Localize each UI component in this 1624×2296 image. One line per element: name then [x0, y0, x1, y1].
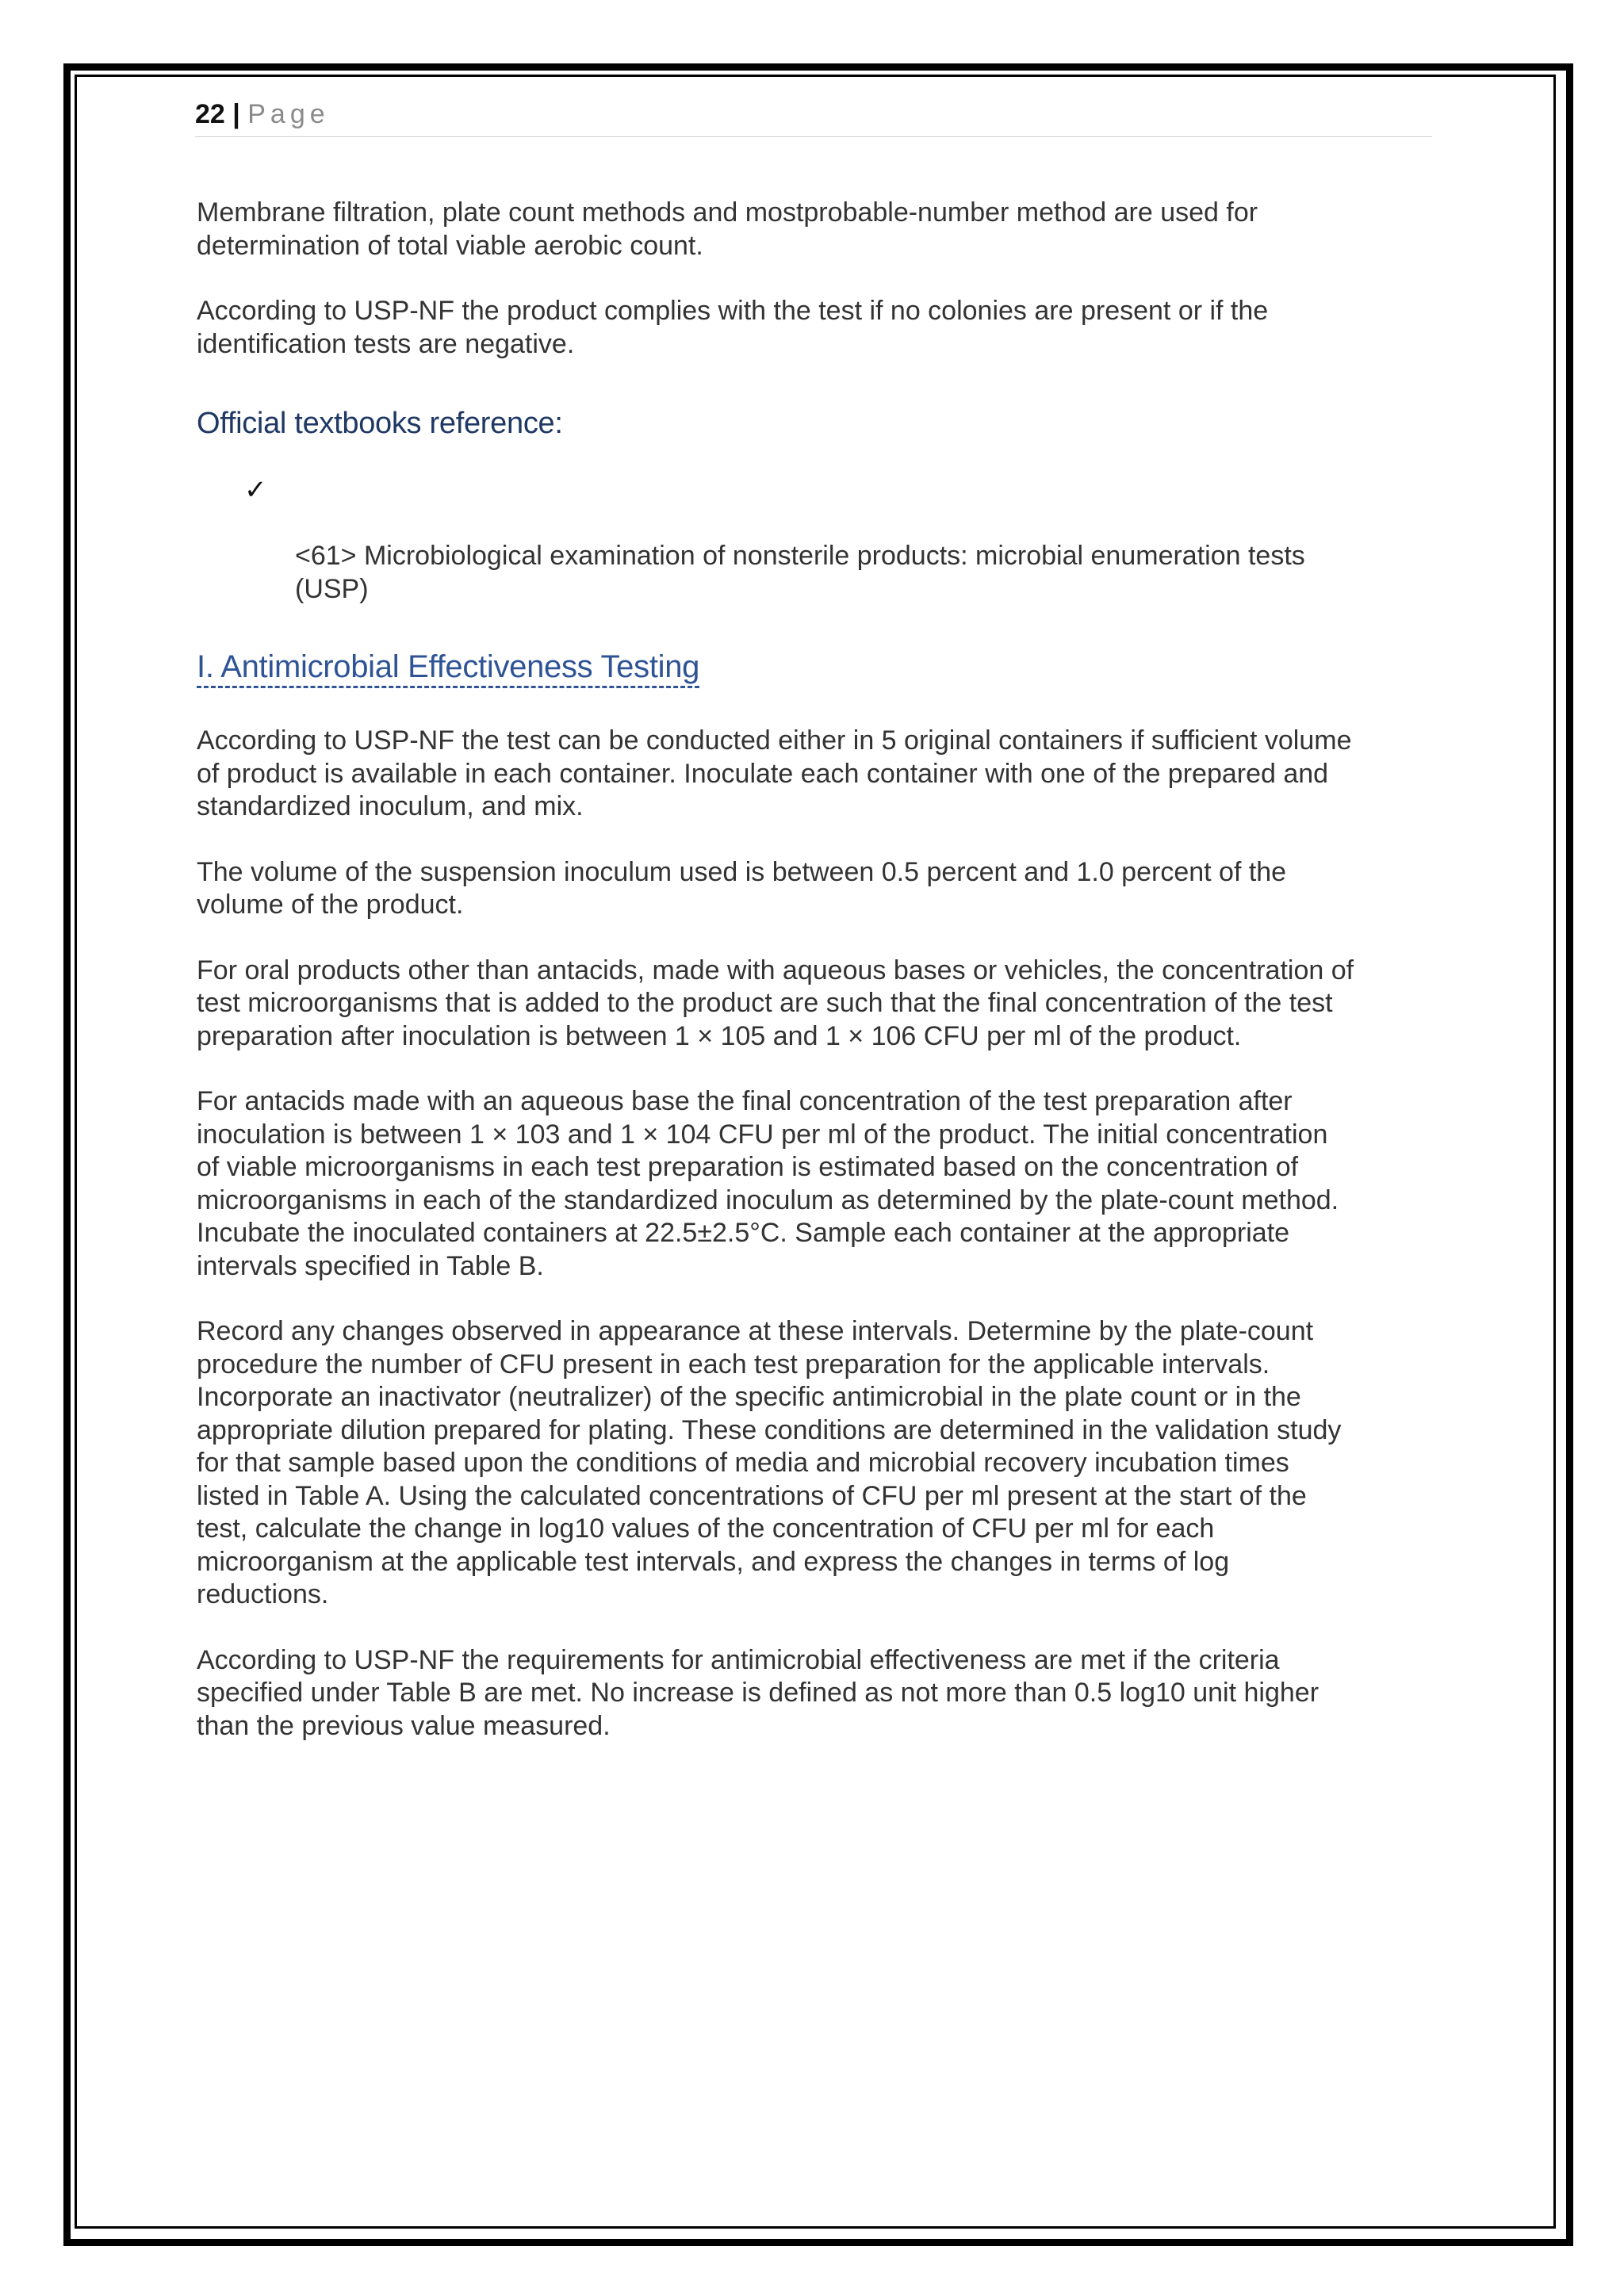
reference-list-item	[197, 474, 1434, 606]
reference-item-text: <61> Microbiological examination of nonsterile products: microbial enumeration tests (USP)	[295, 541, 1305, 604]
section-paragraph-requirements: According to USP-NF the requirements for antimicrobial effectiveness are met if the criteria specified under Table B are met. No increase is defined as not more than 0.5 log10 unit higher than the previous value measured.	[197, 1644, 1320, 1741]
reference-heading: Official textbooks reference:	[197, 407, 563, 440]
page-label: Page	[247, 99, 330, 129]
checkmark-icon: ✓	[244, 475, 267, 505]
section-paragraph-volume: The volume of the suspension inoculum used is between 0.5 percent and 1.0 percent of the volume of the product.	[197, 856, 1287, 920]
page-content	[197, 197, 1434, 1775]
section-heading	[197, 647, 1434, 687]
header-separator: |	[232, 99, 240, 129]
section-paragraph-containers: According to USP-NF the test can be conducted either in 5 original containers if sufficient volume of product is available in each container. Inoculate each container with one of the prepared and standardized inoculum, and mix.	[197, 725, 1352, 821]
intro-paragraph-compliance: According to USP-NF the product complies with the test if no colonies are present or if the identification tests are negative.	[197, 296, 1269, 359]
section-paragraph-record-changes: Record any changes observed in appearance at these intervals. Determine by the plate-count procedure the number of CFU present in each test preparation for the applicable intervals. Incorporate an inactivator (neutralizer) of the specific antimicrobial in the plate count or in the appropriate dilution prepared for plating. These conditions are determined in the validation study for that sample based upon the conditions of media and microbial recovery incubation times listed in Table A. Using the calculated concentrations of CFU per ml present at the start of the test, calculate the change in log10 values of the concentration of CFU per ml for each microorganism at the applicable test intervals, and express the changes in terms of log reductions.	[197, 1316, 1342, 1609]
page-number: 22	[195, 99, 225, 129]
section-title: I. Antimicrobial Effectiveness Testing	[197, 649, 699, 688]
page-header	[195, 95, 1432, 137]
intro-paragraph-membrane: Membrane filtration, plate count methods and mostprobable-number method are used for determination of total viable aerobic count.	[197, 197, 1258, 261]
section-paragraph-antacids: For antacids made with an aqueous base the final concentration of the test preparation after inoculation is between 1 × 103 and 1 × 104 CFU per ml of the product. The initial concentration of viable microorganisms in each test preparation is estimated based on the concentration of microorganisms in each of the standardized inoculum as determined by the plate-count method. Incubate the inoculated containers at 22.5±2.5°C. Sample each container at the appropriate intervals specified in Table B.	[197, 1086, 1339, 1281]
section-paragraph-oral-products: For oral products other than antacids, made with aqueous bases or vehicles, the concentration of test microorganisms that is added to the product are such that the final concentration of the test preparation after inoculation is between 1 × 105 and 1 × 106 CFU per ml of the product.	[197, 955, 1354, 1051]
